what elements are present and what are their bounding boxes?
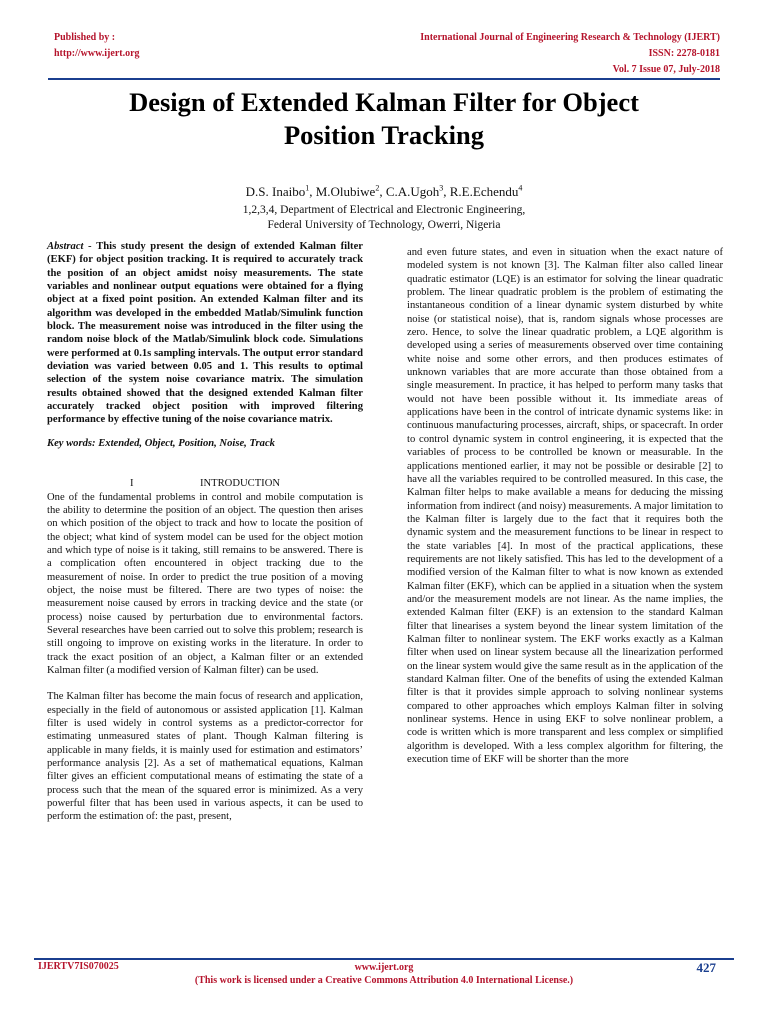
author-name: D.S. Inaibo [245,184,306,199]
author-name: R.E.Echendu [449,184,519,199]
footer-center [0,961,768,987]
author-superscript: 4 [518,183,523,193]
footer-url-link[interactable]: www.ijert.org [354,962,414,973]
author-separator: , [443,184,450,199]
paper-title [40,86,728,152]
section-title: INTRODUCTION [199,478,281,490]
journal-name: International Journal of Engineering Research & Technology (IJERT) [420,32,720,43]
header-publisher [54,30,140,62]
footer-rule [34,958,734,960]
right-column [407,246,723,766]
published-by-label: Published by : [54,32,116,43]
abstract-text: This study present the design of extended Kalman filter (EKF) for object position tracking. It is required to accurately track the position of an object amidst noisy measurements. The state variables and nonlinear output equations were obtained for a flying object at a fixed point position. An extended Kalman filter and its algorithm was developed in the embedded Matlab/Simulink function block. The measurement noise was introduced in the filter using the random noise block of the Matlab/Simulink block code. Simulations were performed at 0.1s sampling intervals. The output error standard deviation was varied between 0.05 and 1. This results to optimal selection of the system noise covariance matrix. The simulation results obtained showed that the designed extended Kalman filter accurately tracked object position with improved filtering performance by effective tuning of the noise covariance matrix. [47,241,363,426]
author-name: C.A.Ugoh [385,184,440,199]
author-list [40,183,728,201]
abstract-label: Abstract - [47,241,92,252]
affiliation-line-2: Federal University of Technology, Owerri, Nigeria [267,219,501,231]
header-journal-info [420,30,720,78]
author-superscript: 3 [439,183,444,193]
section-number: I [129,478,134,490]
abstract [47,240,363,427]
publisher-url-link[interactable]: http://www.ijert.org [54,48,140,59]
left-column [47,240,363,824]
page-number: 427 [696,960,716,975]
intro-paragraph-1: One of the fundamental problems in control and mobile computation is the ability to determine the position of an object. The question then arises on which position of the object to track and how to locate the position of the object; what kind of system model can be used for the object motion and which type of noise is it taking, still remains to be answered. There is a complication often encountered in object tracking due to the measurement of noise. In order to predict the true position of a moving object, the noise must be filtered. There are two types of noise: the measurement noise caused by errors in tracking device and the state (or process) noise caused by perturbation due to environmental factors. Several researches have been carried out to solve this problem; research is still ongoing to improve on existing works in the literature. In order to track the exact position of an object, a Kalman filter or an extended Kalman filter (a modified version of Kalman filter) can be used. [47,491,363,676]
paper-title-line-2: Position Tracking [283,120,484,150]
author-separator: , [379,184,386,199]
intro-paragraph-2: The Kalman filter has become the main focus of research and application, especially in the field of autonomous or assisted application [1]. Kalman filter is used widely in control systems as a predictor-corrector for estimating unmeasured states of plant. Though Kalman filtering is applicable in many fields, it is mainly used for estimation and estimators’ performance analysis [2]. As a set of mathematical equations, Kalman filter gives an efficient computational means of estimating the state of a process such that the mean of the squared error is minimized. As a very powerful filter that has been used in various aspects, it can be used to perform the estimation of: the past, present, [47,691,363,823]
header-rule [48,78,720,80]
paper-title-line-1: Design of Extended Kalman Filter for Object [129,87,639,117]
author-name: M.Olubiwe [315,184,376,199]
section-heading [47,477,363,490]
footer-paper-id: IJERTV7IS070025 [38,961,119,972]
journal-issn: ISSN: 2278-0181 [648,48,720,59]
intro-paragraph-3: and even future states, and even in situation when the exact nature of modeled system is not known [3]. The Kalman filter also called linear quadratic estimator (LQE) is an estimator for solving the linear quadratic problem. The linear quadratic problem is the problem of estimating the instantaneous condition of a linear dynamic system disturbed by white noise (or statistical noise), that is, random signals whose processes are zero. Hence, to solve the linear quadratic problem, a LQE algorithm is developed using a series of measurements observed over time containing white noise and some other errors, and then produces estimates of unknown variables that are more accurate than those obtained from a single measurement. In practice, it has helped to perform many tasks that would not have been possible without it. Its immediate areas of applications have been in the control of intricate dynamic systems like: in continuous manufacturing processes, aircraft, ships, or spacecraft. In order to control dynamic system in control engineering, it is expected that the variables of process to be controlled be known or measurable. In the applications mentioned earlier, it may not be possible or desirable [2] to have all the variables required to be controlled measured. In this case, the Kalman filter helps to make available a means for deducing the missing information from indirect (and noisy) measurements. A major limitation to the Kalman filter is largely due to the fact that it requires both the dynamic system and the measurement functions to be linear in respect to the state variables [4]. In most of the practical applications, these requirements are not likely satisfied. This has led to the development of a modified version of the Kalman filter to what is now known as extended Kalman filter (EKF), which can be applied in a situation when the system and/or the measurement models are not linear. As the name implies, the extended Kalman filter (EKF) is an extension to the standard Kalman filter that linearises a system beyond the linear system limitation of the Kalman filter to nonlinear system. The EKF works exactly as a Kalman filter when used on linear system because all the linearization performed on the linear system would give the same result as in the application of the standard Kalman filter. One of the benefits of using the extended Kalman filter is that it provides simple approach to solving nonlinear systems compared to other approaches which employs Kalman filter in solving nonlinear systems. Hence in using EKF to solve nonlinear problem, a code is written which is more transparent and less complex or simplified algorithm is developed. With a less complex algorithm for filtering, the execution time of EKF will be shorter than the more [407,247,723,766]
journal-volume: Vol. 7 Issue 07, July-2018 [612,64,720,75]
footer-license: (This work is licensed under a Creative Commons Attribution 4.0 International License.) [194,975,574,986]
affiliation-line-1: 1,2,3,4, Department of Electrical and Electronic Engineering, [242,204,526,216]
author-superscript: 1 [305,183,310,193]
keywords: Key words: Extended, Object, Position, Noise, Track [47,437,275,449]
affiliation [40,203,728,233]
author-superscript: 2 [375,183,380,193]
author-separator: , [309,184,316,199]
